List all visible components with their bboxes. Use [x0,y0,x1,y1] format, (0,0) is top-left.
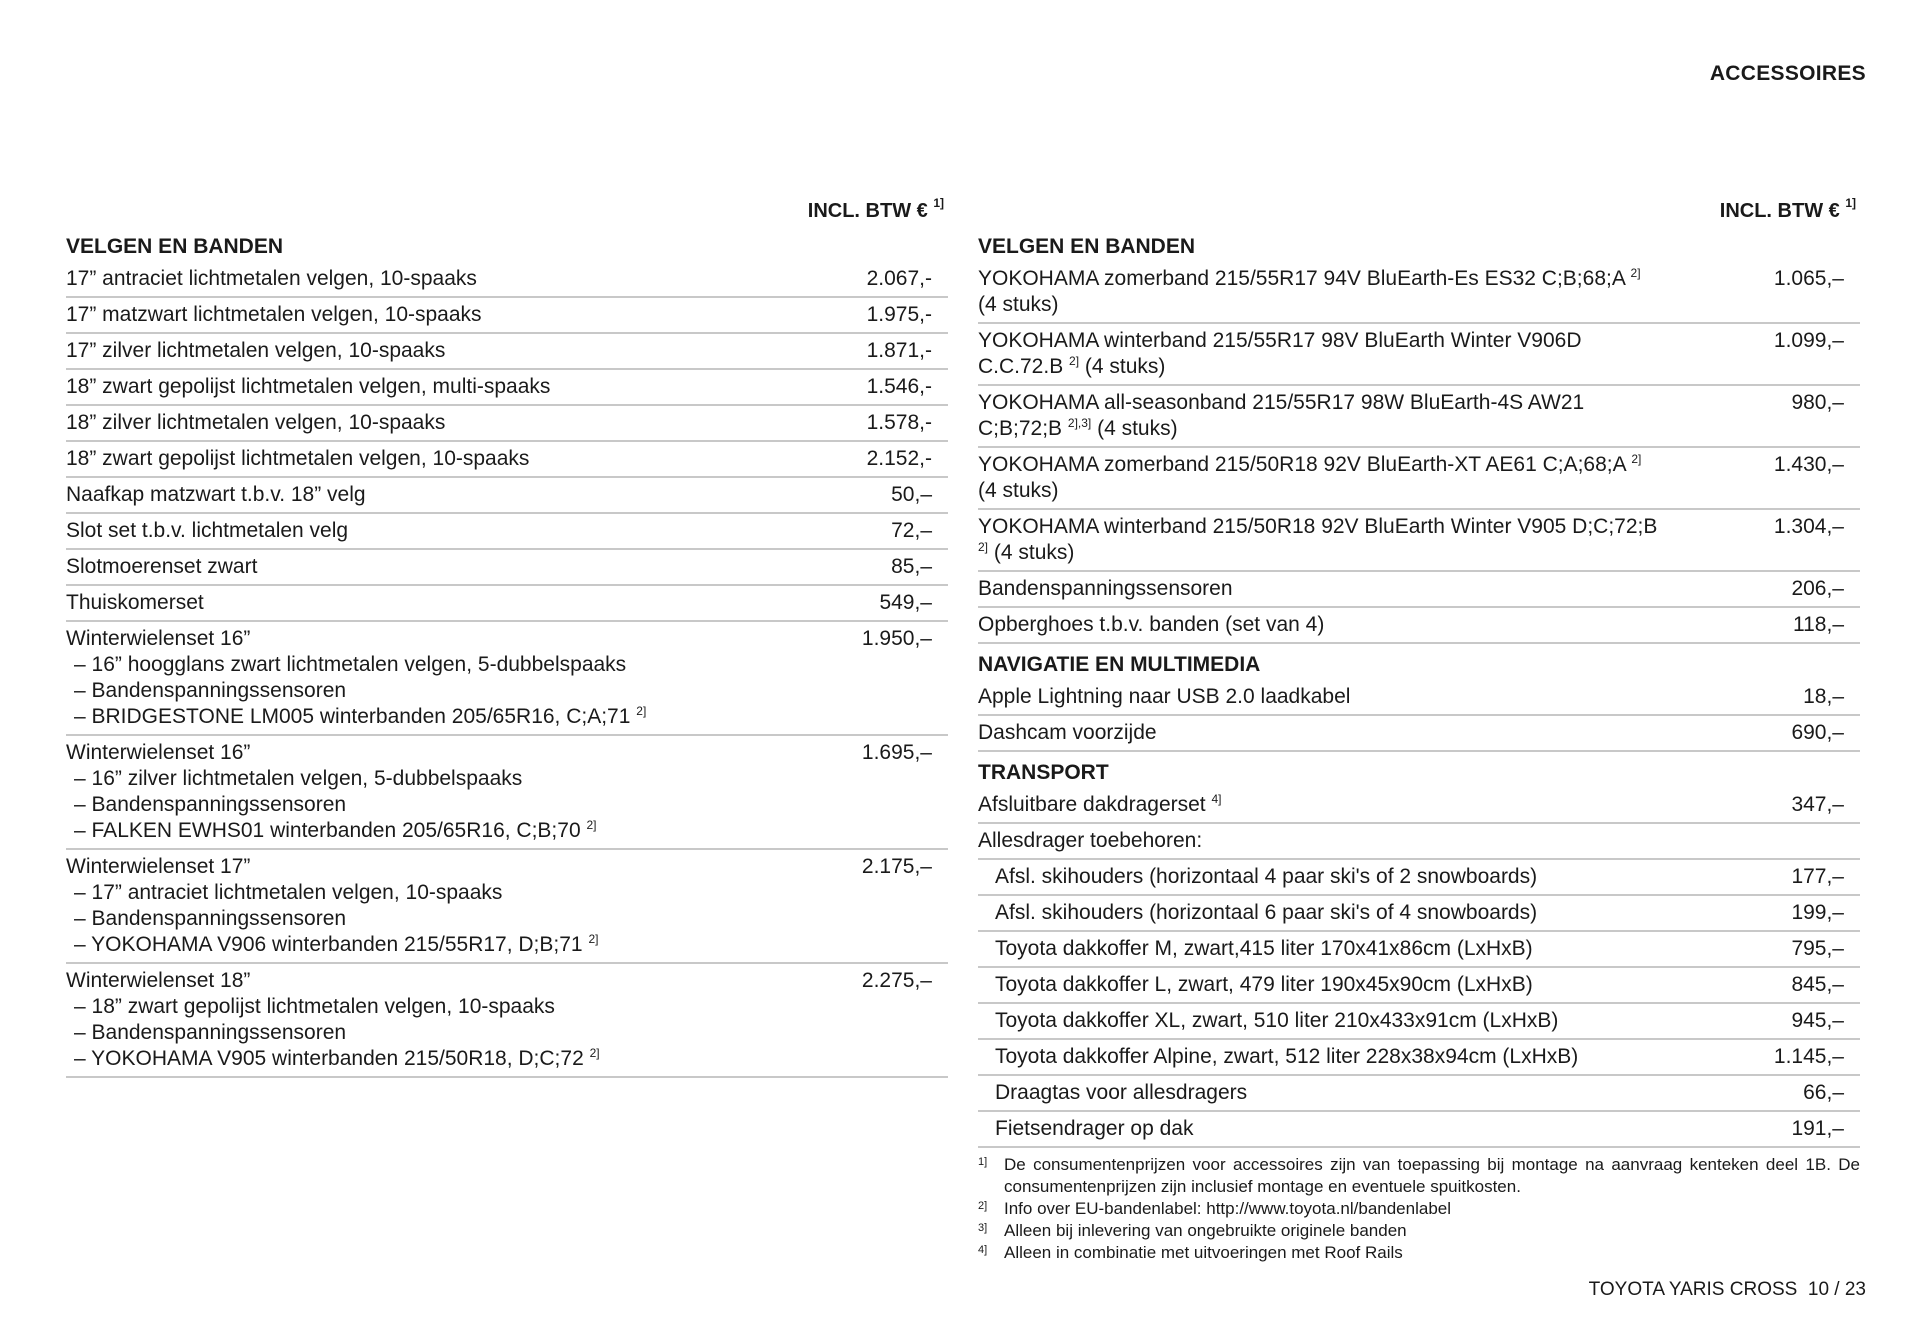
set-component [66,818,792,844]
footnote-ref: 2] [636,704,647,718]
section-title-navigation: NAVIGATIE EN MULTIMEDIA [978,653,1261,676]
price-row [978,716,1860,752]
set-component [66,932,792,958]
item-description: Opberghoes t.b.v. banden (set van 4) [978,613,1325,636]
footnote-ref: 4] [1211,792,1222,806]
item-price: 690,– [1791,721,1844,744]
item-price: 549,– [879,591,932,614]
item-description: Toyota dakkoffer L, zwart, 479 liter 190x45x90cm (LxHxB) [995,973,1533,996]
price-row [66,334,948,370]
item-description [978,452,1704,504]
item-description [978,328,1704,380]
set-component [66,906,792,932]
item-description: 17” zilver lichtmetalen velgen, 10-spaaks [66,339,446,362]
item-description [66,854,792,958]
price-row [66,550,948,586]
footnote [978,1242,1860,1264]
page-number: 10 / 23 [1807,1279,1866,1300]
price-row [978,608,1860,644]
section-title-wheels-tyres: VELGEN EN BANDEN [978,235,1196,258]
item-price: 177,– [1791,865,1844,888]
item-price: 945,– [1791,1009,1844,1032]
item-description [66,626,792,730]
item-price: 85,– [891,555,932,578]
item-description: Draagtas voor allesdragers [995,1081,1248,1104]
item-text: Winterwielenset 18” [66,969,251,992]
section-label: ACCESSOIRES [1709,62,1866,85]
footnote-ref: 2] [978,540,989,554]
item-price: 1.145,– [1773,1045,1844,1068]
item-price: 1.304,– [1773,515,1844,538]
footnote-number: 3] [978,1222,988,1234]
set-component [66,704,792,730]
item-description [66,968,792,1072]
set-component [66,652,792,678]
price-row [978,788,1860,824]
price-row [66,586,948,622]
item-description: Naafkap matzwart t.b.v. 18” velg [66,483,366,506]
item-description: Fietsendrager op dak [995,1117,1194,1140]
item-price: 1.430,– [1773,453,1844,476]
price-column-header [66,196,948,226]
footnote-ref: 1] [933,196,944,210]
price-row [978,1112,1860,1148]
item-price: 2.275,– [861,969,932,992]
item-description [66,740,792,844]
item-description: 18” zilver lichtmetalen velgen, 10-spaaks [66,411,446,434]
item-price: 1.950,– [861,627,932,650]
set-component [66,766,792,792]
price-row [978,324,1860,386]
set-component-text: – Bandenspanningssensoren [74,907,347,930]
price-row [978,860,1860,896]
price-row [978,680,1860,716]
item-price: 1.065,– [1773,267,1844,290]
footnote [978,1198,1860,1220]
item-description: Afsl. skihouders (horizontaal 4 paar ski's of 2 snowboards) [995,865,1538,888]
item-description: Bandenspanningssensoren [978,577,1233,600]
set-component [66,994,792,1020]
price-row [978,968,1860,1004]
item-price: 199,– [1791,901,1844,924]
item-quantity: (4 stuks) [993,541,1075,564]
item-description [978,792,1704,818]
item-description: 18” zwart gepolijst lichtmetalen velgen, 10-spaaks [66,447,530,470]
item-text: YOKOHAMA winterband 215/55R17 98V BluEarth Winter V906D C.C.72.B [978,329,1582,378]
footnote-number: 4] [978,1244,988,1256]
item-description: Toyota dakkoffer XL, zwart, 510 liter 210x433x91cm (LxHxB) [995,1009,1559,1032]
footnote-text: Alleen in combinatie met uitvoeringen met Roof Rails [1004,1243,1403,1262]
item-description: Slot set t.b.v. lichtmetalen velg [66,519,349,542]
footnote-number: 1] [978,1156,988,1168]
item-quantity: (4 stuks) [1097,417,1178,440]
winter-set-row [66,850,948,964]
footnote-number: 2] [978,1200,988,1212]
price-row [978,448,1860,510]
section-title: VELGEN EN BANDEN [66,235,284,258]
price-column-header [978,196,1860,226]
price-header-label: INCL. BTW € [1719,200,1840,222]
item-price: 66,– [1803,1081,1844,1104]
set-component [66,880,792,906]
set-component [66,792,792,818]
footnote-ref: 2] [1630,266,1641,280]
carrier-label-row [978,824,1860,860]
item-description: 17” antraciet lichtmetalen velgen, 10-spaaks [66,267,477,290]
footnote-text: Info over EU-bandenlabel: http://www.toyota.nl/bandenlabel [1004,1199,1452,1218]
item-description: Allesdrager toebehoren: [978,829,1203,852]
item-price: 795,– [1791,937,1844,960]
item-price: 1.546,- [866,375,932,398]
price-row [978,1004,1860,1040]
item-price: 2.175,– [861,855,932,878]
price-row [66,298,948,334]
item-price: 1.695,– [861,741,932,764]
item-description: Dashcam voorzijde [978,721,1157,744]
item-description [978,266,1704,318]
item-price: 206,– [1791,577,1844,600]
set-component-text: – Bandenspanningssensoren [74,679,347,702]
item-price: 118,– [1793,613,1844,636]
price-row [66,406,948,442]
item-price: 1.975,- [866,303,932,326]
price-row [978,1040,1860,1076]
item-text: YOKOHAMA winterband 215/50R18 92V BluEarth Winter V905 D;C;72;B [978,515,1658,538]
item-text: Winterwielenset 17” [66,855,251,878]
item-description: 17” matzwart lichtmetalen velgen, 10-spaaks [66,303,482,326]
winter-set-row [66,622,948,736]
item-price: 980,– [1791,391,1844,414]
price-row [978,262,1860,324]
item-price: 50,– [891,483,932,506]
winter-set-row [66,736,948,850]
item-price: 845,– [1791,973,1844,996]
set-component-text: – Bandenspanningssensoren [74,793,347,816]
set-component [66,1020,792,1046]
item-description: Afsl. skihouders (horizontaal 6 paar ski's of 4 snowboards) [995,901,1538,924]
item-price: 1.578,- [866,411,932,434]
item-text: YOKOHAMA zomerband 215/55R17 94V BluEarth-Es ES32 C;B;68;A [978,267,1625,290]
price-row [66,262,948,298]
right-price-column [978,196,1860,1264]
item-quantity: (4 stuks) [978,293,1059,316]
item-description: 18” zwart gepolijst lichtmetalen velgen, multi-spaaks [66,375,551,398]
item-price: 18,– [1803,685,1844,708]
item-price: 2.152,- [866,447,932,470]
item-price: 1.871,- [866,339,932,362]
footnote-text: Alleen bij inlevering van ongebruikte originele banden [1004,1221,1407,1240]
item-quantity: (4 stuks) [1084,355,1166,378]
item-description [978,390,1704,442]
set-component [66,1046,792,1072]
footnote [978,1220,1860,1242]
price-row [66,442,948,478]
item-description: Apple Lightning naar USB 2.0 laadkabel [978,685,1351,708]
set-component-text: – FALKEN EWHS01 winterbanden 205/65R16, C;B;70 [74,819,581,842]
footnote-ref: 2] [589,1046,600,1060]
footnote-ref: 2] [1631,452,1642,466]
item-text: YOKOHAMA zomerband 215/50R18 92V BluEarth-XT AE61 C;A;68;A [978,453,1626,476]
price-row [978,1076,1860,1112]
footnote-ref: 2] [1069,354,1080,368]
footnote-text: De consumentenprijzen voor accessoires zijn van toepassing bij montage na aanvraag kenteken deel 1B. De consumentenprijzen zijn inclusief montage en eventuele spuitkosten. [1004,1155,1860,1196]
price-row [978,386,1860,448]
set-component-text: – YOKOHAMA V906 winterbanden 215/55R17, D;B;71 [74,933,583,956]
price-row [66,514,948,550]
footnote-ref: 2],3] [1067,416,1092,430]
price-row [66,370,948,406]
price-row [66,478,948,514]
item-text: YOKOHAMA all-seasonband 215/55R17 98W BluEarth-4S AW21 C;B;72;B [978,391,1585,440]
item-price: 347,– [1791,793,1844,816]
footnote-ref: 1] [1845,196,1856,210]
price-row [978,932,1860,968]
set-component-text: – BRIDGESTONE LM005 winterbanden 205/65R16, C;A;71 [74,705,631,728]
section-title-transport: TRANSPORT [978,761,1109,784]
item-price: 1.099,– [1773,329,1844,352]
item-description: Toyota dakkoffer Alpine, zwart, 512 liter 228x38x94cm (LxHxB) [995,1045,1579,1068]
item-text: Winterwielenset 16” [66,627,251,650]
price-row [978,896,1860,932]
set-component-text: – 18” zwart gepolijst lichtmetalen velgen, 10-spaaks [74,995,555,1018]
set-component-text: – 16” hoogglans zwart lichtmetalen velgen, 5-dubbelspaaks [74,653,627,676]
item-text: Winterwielenset 16” [66,741,251,764]
set-component [66,678,792,704]
footnote-ref: 2] [588,932,599,946]
price-row [978,572,1860,608]
set-component-text: – 16” zilver lichtmetalen velgen, 5-dubbelspaaks [74,767,523,790]
left-price-column [66,196,948,1078]
item-price: 72,– [891,519,932,542]
footnote-ref: 2] [586,818,597,832]
document-title: TOYOTA YARIS CROSS [1588,1279,1798,1300]
price-row [978,510,1860,572]
winter-set-row [66,964,948,1078]
price-header-label: INCL. BTW € [807,200,928,222]
item-description: Toyota dakkoffer M, zwart,415 liter 170x41x86cm (LxHxB) [995,937,1533,960]
set-component-text: – 17” antraciet lichtmetalen velgen, 10-spaaks [74,881,503,904]
footnotes [978,1154,1860,1264]
page-footer [1589,1279,1866,1301]
item-description [978,514,1704,566]
item-description: Slotmoerenset zwart [66,555,258,578]
item-price: 2.067,- [866,267,932,290]
item-price: 191,– [1791,1117,1844,1140]
item-description: Thuiskomerset [66,591,204,614]
set-component-text: – YOKOHAMA V905 winterbanden 215/50R18, D;C;72 [74,1047,584,1070]
item-text: Afsluitbare dakdragerset [978,793,1206,816]
item-quantity: (4 stuks) [978,479,1059,502]
set-component-text: – Bandenspanningssensoren [74,1021,347,1044]
footnote [978,1154,1860,1198]
